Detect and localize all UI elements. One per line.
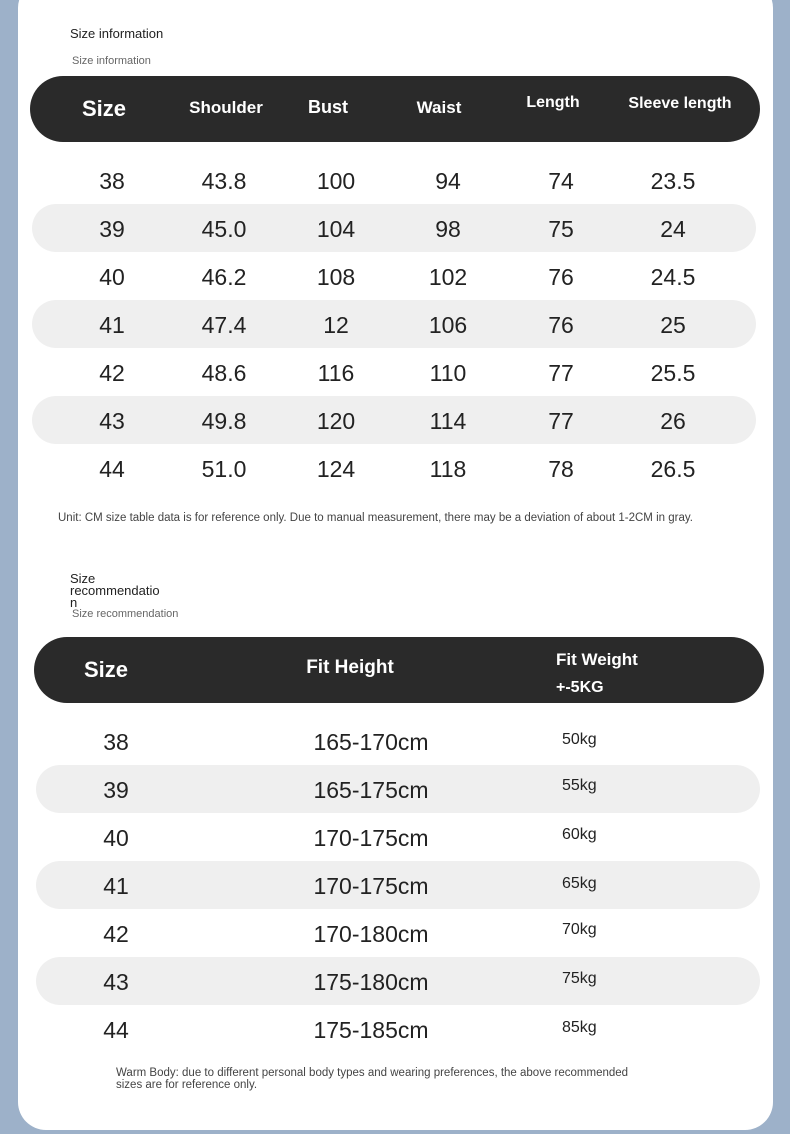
header-shoulder: Shoulder [189,98,263,117]
cell-waist: 118 [429,456,467,482]
cell-shoulder: 46.2 [201,264,247,290]
cell-sleeve: 26 [660,408,686,434]
size-info-header-bar [30,76,760,142]
cell-size: 43 [103,969,129,995]
cell-size: 39 [103,777,129,803]
size-rec-note-line2: sizes are for reference only. [116,1079,258,1091]
cell-fit-weight: 50kg [562,731,597,748]
cell-bust: 104 [316,216,356,242]
cell-waist: 102 [428,264,468,290]
cell-bust: 108 [316,264,356,290]
header-fit-height: Fit Height [306,657,394,678]
cell-size: 38 [103,729,129,755]
cell-shoulder: 47.4 [201,312,247,338]
size-info-title: Size information [70,26,164,41]
size-info-note: Unit: CM size table data is for reference only. Due to manual measurement, there may be a deviation of about 1-2CM in gray. [58,512,693,524]
cell-length: 75 [548,216,574,242]
header-sleeve-length: Sleeve length [628,95,732,112]
cell-bust: 12 [323,312,349,338]
cell-size: 40 [99,264,125,290]
header-length: Length [526,94,580,111]
cell-length: 77 [548,360,574,386]
cell-waist: 98 [435,216,461,242]
cell-sleeve: 24.5 [650,264,696,290]
cell-shoulder: 43.8 [201,168,247,194]
cell-size: 39 [99,216,125,242]
header-size: Size [83,657,129,682]
cell-fit-weight: 85kg [562,1019,597,1036]
cell-fit-weight: 55kg [562,777,597,794]
cell-fit-height: 165-170cm [313,729,429,755]
cell-length: 74 [548,168,574,194]
cell-sleeve: 26.5 [650,456,696,482]
cell-size: 40 [103,825,129,851]
cell-size: 42 [103,921,129,947]
cell-fit-weight: 70kg [562,921,597,938]
size-rec-title-line2: recommendatio [70,583,160,598]
cell-size: 42 [99,360,125,386]
cell-sleeve: 23.5 [650,168,696,194]
cell-fit-height: 175-180cm [313,969,429,995]
size-rec-header-bar [34,637,764,703]
size-rec-title [70,573,160,609]
cell-waist: 114 [429,408,467,434]
cell-fit-height: 170-175cm [313,873,429,899]
cell-waist: 110 [429,360,467,386]
cell-length: 77 [548,408,574,434]
cell-fit-height: 170-180cm [313,921,429,947]
size-rec-note [116,1067,628,1091]
cell-bust: 100 [316,168,356,194]
cell-sleeve: 24 [660,216,686,242]
cell-bust: 116 [317,360,355,386]
cell-shoulder: 49.8 [201,408,247,434]
size-rec-subtitle: Size recommendation [72,608,179,620]
cell-size: 38 [99,168,125,194]
cell-size: 41 [103,873,129,899]
size-info-subtitle: Size information [72,55,151,67]
cell-fit-weight: 75kg [562,970,597,987]
size-rec-title-line3: n [70,595,78,610]
cell-fit-height: 175-185cm [313,1017,429,1043]
cell-length: 76 [548,312,574,338]
cell-length: 78 [548,456,574,482]
cell-size: 43 [99,408,125,434]
header-bust: Bust [308,97,348,117]
size-rec-title-line1: Size [70,571,96,586]
header-waist: Waist [416,98,462,117]
cell-shoulder: 45.0 [201,216,247,242]
cell-sleeve: 25 [660,312,686,338]
cell-fit-weight: 65kg [562,875,597,892]
size-rec-note-line1: Warm Body: due to different personal body types and wearing preferences, the above recommended [116,1067,629,1079]
header-size: Size [81,96,127,121]
cell-size: 41 [99,312,125,338]
cell-waist: 106 [428,312,468,338]
cell-fit-height: 170-175cm [313,825,429,851]
cell-waist: 94 [435,168,461,194]
cell-bust: 120 [316,408,356,434]
cell-shoulder: 48.6 [201,360,247,386]
header-fit-weight-tolerance: +-5KG [556,679,604,696]
cell-length: 76 [548,264,574,290]
cell-fit-height: 165-175cm [313,777,429,803]
cell-shoulder: 51.0 [201,456,247,482]
header-fit-weight: Fit Weight [556,650,638,669]
cell-size: 44 [103,1017,129,1043]
cell-fit-weight: 60kg [562,826,597,843]
cell-sleeve: 25.5 [650,360,696,386]
cell-size: 44 [99,456,125,482]
cell-bust: 124 [316,456,356,482]
